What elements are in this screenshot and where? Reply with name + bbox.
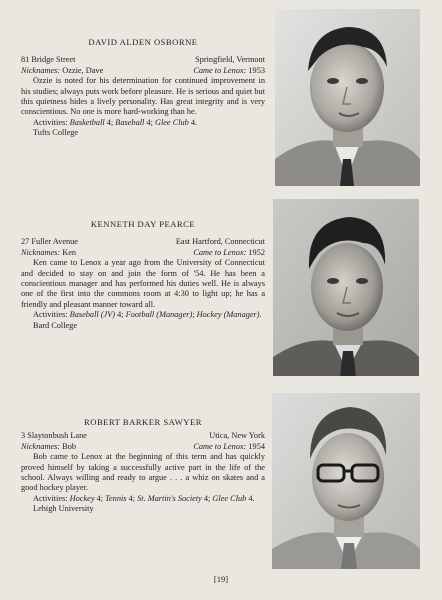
activity-name: Football (Manager)	[125, 310, 193, 320]
activity-name: Baseball (JV)	[69, 310, 116, 320]
student-name: ROBERT BARKER SAWYER	[84, 417, 202, 427]
portrait-photo-pearce	[273, 199, 419, 376]
biography: Bob came to Lenox at the beginning of this term and has quickly proved himself by taking a successfully active part in the life of the school. Always willing and ready to argue . . . a whiz on skates and a good hockey player.	[21, 452, 265, 493]
activity-name: Glee Club	[154, 117, 189, 127]
activities-line	[21, 310, 265, 320]
student-name: KENNETH DAY PEARCE	[90, 219, 196, 229]
student-entry-sawyer	[21, 417, 265, 515]
activities-line	[21, 494, 265, 504]
address-line	[21, 237, 265, 247]
activity-years: .	[259, 310, 262, 320]
activity-name: Hockey	[69, 493, 95, 503]
nicknames: Ozzie, Dave	[62, 65, 104, 75]
nickname-line	[21, 66, 265, 76]
street-address: 27 Fuller Avenue	[21, 237, 78, 247]
activity-years: 4;	[94, 493, 106, 503]
activity-years: 4;	[115, 310, 126, 320]
activity-name: Basketball	[69, 117, 105, 127]
activity-name: St. Martin's Society	[137, 493, 202, 503]
activity-years: 4.	[246, 493, 255, 503]
student-entry-osborne	[21, 37, 265, 139]
hometown: Springfield, Vermont	[195, 55, 265, 65]
activity-name: Baseball	[115, 117, 145, 127]
nicknames: Ken	[62, 247, 77, 257]
biography: Ozzie is noted for his determination for continued improvement in his studies; always puts work before pleasure. He is serious and quiet but this quietness hides a lively personality. Has great integrity and is very conscientious. No one is more hard-working than he.	[21, 76, 265, 117]
college: Tufts College	[33, 128, 79, 138]
address-line	[21, 55, 265, 65]
activities-label: Activities:	[33, 310, 68, 320]
activity-years: ;	[192, 310, 197, 320]
street-address: 81 Bridge Street	[21, 55, 76, 65]
portrait-photo-osborne	[275, 9, 420, 186]
activity-years: 4;	[201, 493, 213, 503]
nicknames-label: Nicknames:	[21, 65, 61, 75]
came-to-lenox-label: Came to Lenox:	[193, 65, 247, 75]
nickname-line	[21, 248, 265, 258]
activities-line	[21, 118, 265, 128]
activity-years: 4;	[144, 117, 155, 127]
hometown: Utica, New York	[209, 431, 265, 441]
activities-label: Activities:	[33, 493, 68, 503]
college: Bard College	[33, 320, 78, 330]
page-number: [19]	[213, 574, 229, 584]
activity-years: 4.	[188, 117, 198, 127]
address-line	[21, 431, 265, 441]
came-to-lenox-year: 1953	[248, 65, 265, 75]
portrait-photo-sawyer	[272, 393, 420, 569]
activity-name: Tennis	[105, 493, 127, 503]
student-entry-pearce	[21, 219, 265, 331]
activity-years: 4;	[104, 117, 116, 127]
biography: Ken came to Lenox a year ago from the University of Connecticut and decided to stay on and join the form of '54. He has been a conscientious manager and has performed his duties well. He is always one of the first into the commons room at 4:30 to light up; he has a friendly and pleasant manner toward all.	[21, 258, 265, 309]
activity-years: 4;	[126, 493, 138, 503]
activities-label: Activities:	[33, 117, 68, 127]
nicknames-label: Nicknames:	[21, 247, 61, 257]
college: Lehigh University	[33, 504, 94, 514]
nicknames-label: Nicknames:	[21, 441, 61, 451]
came-to-lenox-label: Came to Lenox:	[193, 441, 247, 451]
came-to-lenox-label: Came to Lenox:	[193, 247, 247, 257]
came-to-lenox-year: 1952	[248, 247, 265, 257]
nickname-line	[21, 442, 265, 452]
street-address: 3 Slaytonbush Lane	[21, 431, 87, 441]
came-to-lenox-year: 1954	[248, 441, 265, 451]
nicknames: Bob	[62, 441, 77, 451]
activity-name: Hockey (Manager)	[196, 310, 260, 320]
hometown: East Hartford, Connecticut	[175, 237, 265, 247]
student-name: DAVID ALDEN OSBORNE	[88, 37, 198, 47]
activity-name: Glee Club	[212, 493, 247, 503]
